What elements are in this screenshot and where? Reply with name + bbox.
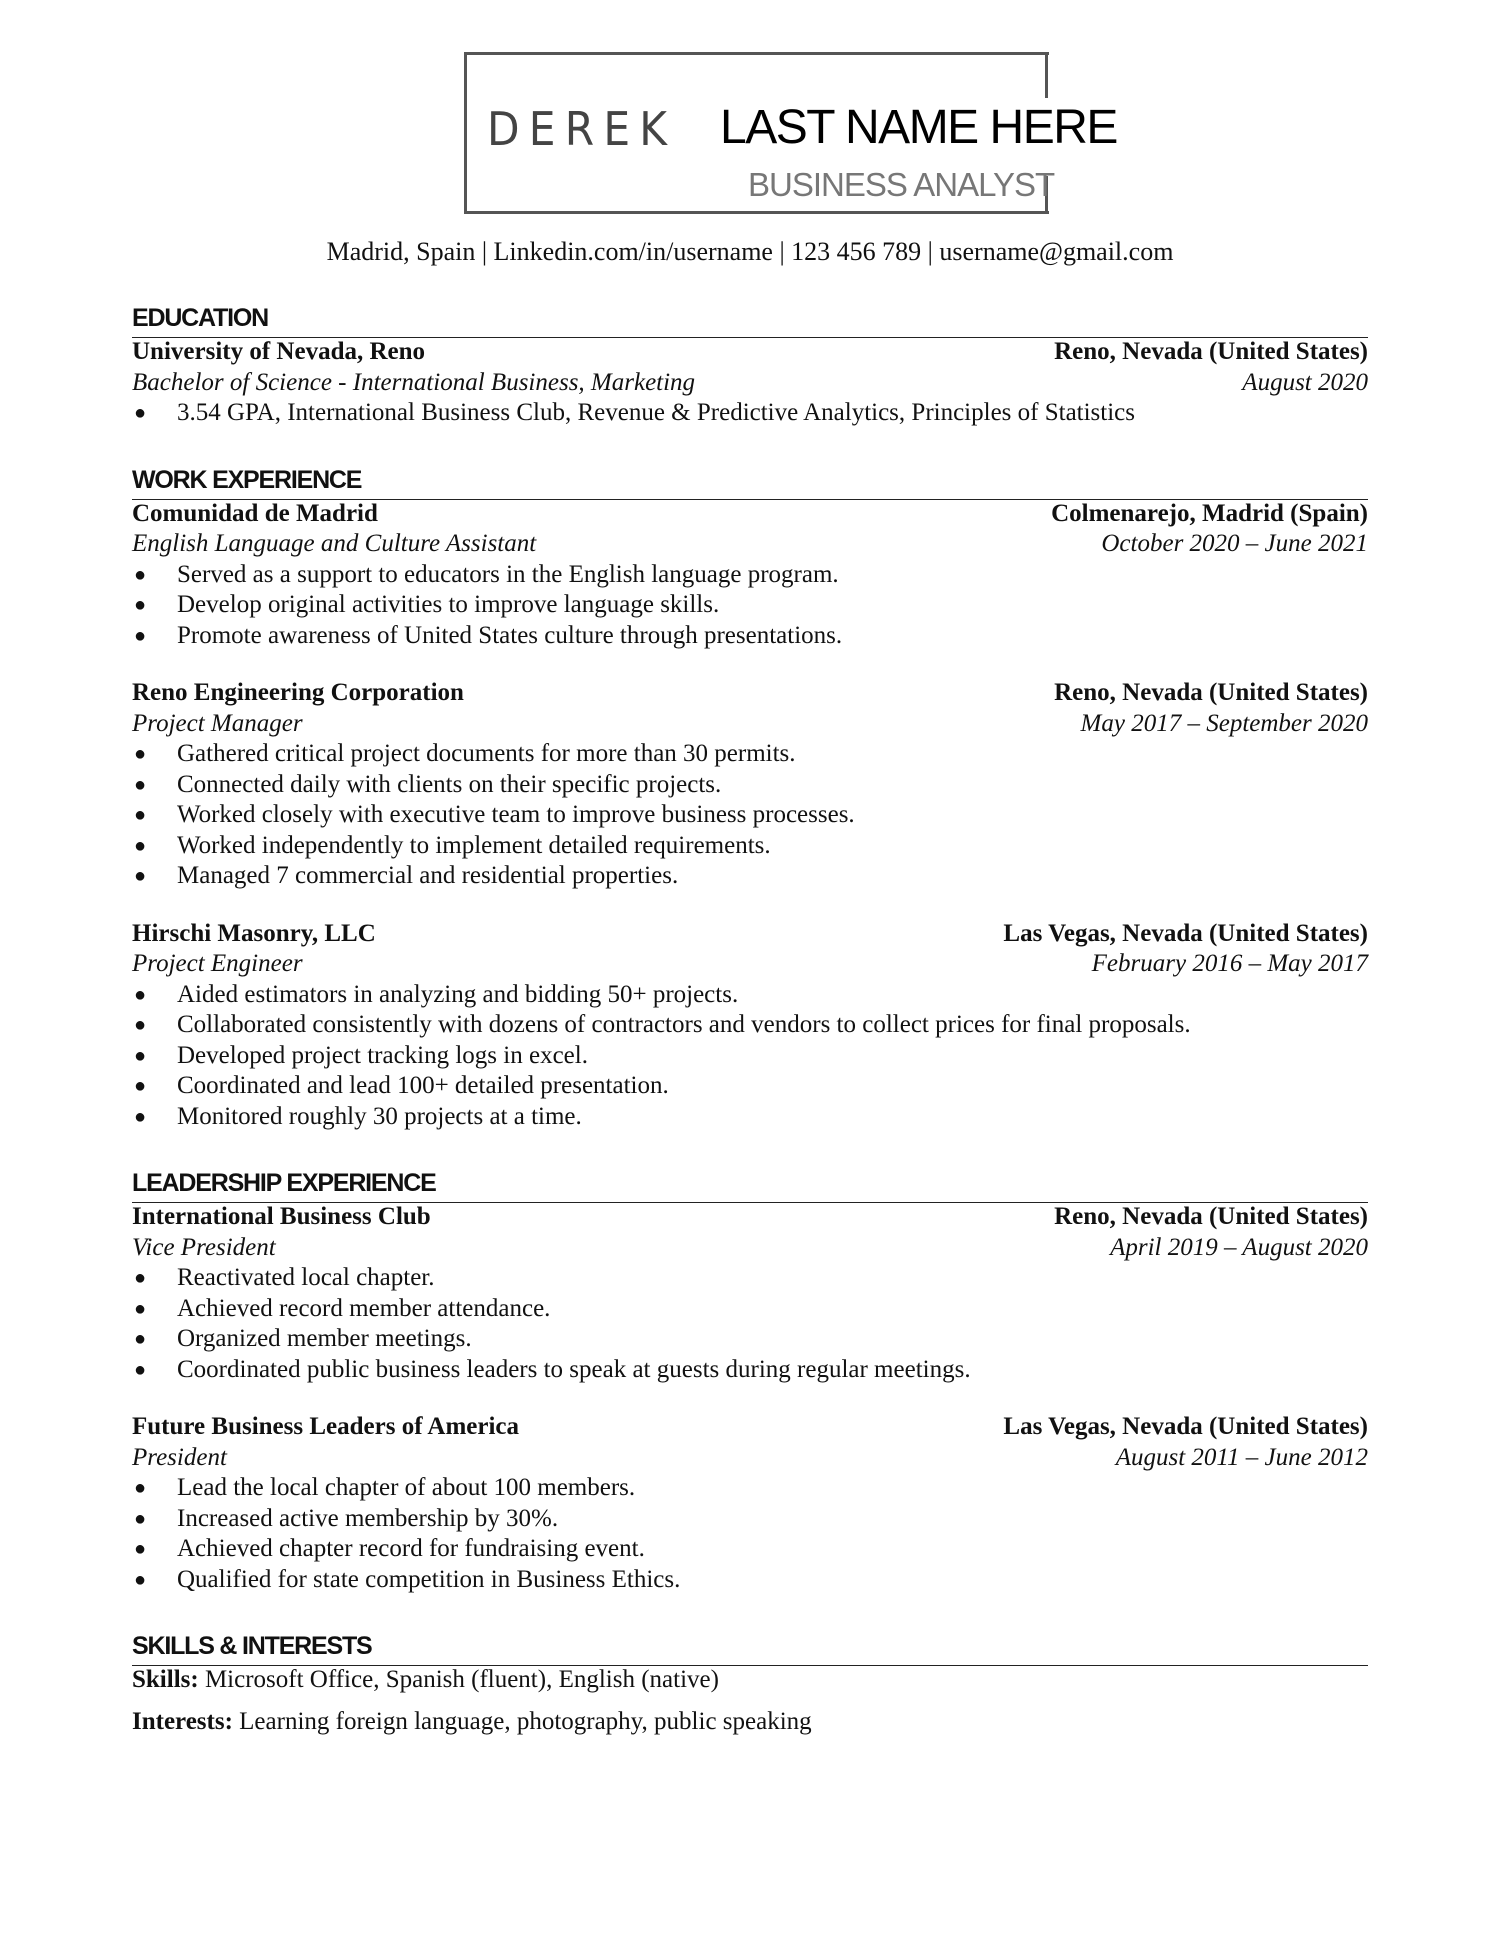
list-item xyxy=(132,1263,1368,1294)
bullet-text: Develop original activities to improve language skills. xyxy=(177,591,720,618)
bullet-icon: ● xyxy=(134,804,147,826)
bullet-icon: ● xyxy=(134,1044,147,1067)
section-heading: LEADERSHIP EXPERIENCE xyxy=(132,1169,1368,1203)
role: Bachelor of Science - International Business, Marketing xyxy=(132,368,696,396)
entry xyxy=(132,337,1368,429)
organization: Reno Engineering Corporation xyxy=(132,679,464,706)
entry xyxy=(132,919,1368,1133)
bullet-icon: ● xyxy=(134,1105,147,1128)
entry xyxy=(132,678,1368,892)
entry-subheader xyxy=(132,1443,1368,1474)
bullet-icon: ● xyxy=(134,1358,147,1381)
bullet-icon: ● xyxy=(134,594,147,616)
list-item xyxy=(132,398,1368,429)
entry-header xyxy=(132,1202,1368,1233)
role: Project Manager xyxy=(132,709,303,737)
dates: August 2011 – June 2012 xyxy=(1115,1443,1368,1471)
bullet-text: Reactivated local chapter. xyxy=(177,1264,435,1291)
location: Reno, Nevada (United States) xyxy=(1054,338,1368,365)
bullet-text: 3.54 GPA, International Business Club, Revenue & Predictive Analytics, Principles of Statistics xyxy=(177,399,1136,426)
bullet-icon: ● xyxy=(134,1568,147,1591)
list-item xyxy=(132,1473,1368,1504)
list-item xyxy=(132,560,1368,591)
bullet-icon: ● xyxy=(134,563,147,586)
entry xyxy=(132,499,1368,652)
bullet-icon: ● xyxy=(134,983,147,1006)
entry xyxy=(132,1412,1368,1595)
skills-label: Skills: xyxy=(132,1666,199,1693)
bullet-text: Increased active membership by 30%. xyxy=(177,1504,559,1532)
location: Reno, Nevada (United States) xyxy=(1054,1203,1368,1230)
first-name: DEREK xyxy=(487,102,677,156)
entry-subheader xyxy=(132,949,1368,980)
bullet-text: Worked closely with executive team to improve business processes. xyxy=(177,801,855,828)
bullet-icon: ● xyxy=(134,624,147,647)
list-item xyxy=(132,621,1368,652)
bullet-icon: ● xyxy=(134,1014,147,1036)
dates: May 2017 – September 2020 xyxy=(1080,709,1368,737)
bullet-list xyxy=(132,1263,1368,1385)
bullet-list xyxy=(132,980,1368,1133)
location: Las Vegas, Nevada (United States) xyxy=(1003,919,1368,947)
list-item xyxy=(132,1010,1368,1041)
entry-header xyxy=(132,919,1368,950)
list-item xyxy=(132,1071,1368,1102)
list-item xyxy=(132,590,1368,621)
bullet-list xyxy=(132,560,1368,652)
list-item xyxy=(132,1102,1368,1133)
bullet-icon: ● xyxy=(134,1267,147,1289)
bullet-icon: ● xyxy=(134,773,147,796)
bullet-icon: ● xyxy=(134,743,147,765)
entry-subheader xyxy=(132,368,1368,399)
location: Reno, Nevada (United States) xyxy=(1054,679,1368,706)
list-item xyxy=(132,1324,1368,1355)
role: Project Engineer xyxy=(132,950,303,977)
entry-subheader xyxy=(132,709,1368,740)
interests-line xyxy=(132,1707,1368,1738)
list-item xyxy=(132,1565,1368,1596)
bullet-list xyxy=(132,398,1368,429)
bullet-icon: ● xyxy=(134,1538,147,1560)
bullet-text: Managed 7 commercial and residential properties. xyxy=(177,862,679,889)
bullet-text: Organized member meetings. xyxy=(177,1325,472,1352)
entry-header xyxy=(132,1412,1368,1443)
bullet-icon: ● xyxy=(134,834,147,857)
bullet-text: Coordinated and lead 100+ detailed presentation. xyxy=(177,1072,669,1099)
bullet-icon: ● xyxy=(134,1297,147,1320)
list-item xyxy=(132,770,1368,801)
list-item xyxy=(132,980,1368,1011)
organization: Hirschi Masonry, LLC xyxy=(132,919,376,947)
bullet-text: Coordinated public business leaders to speak at guests during regular meetings. xyxy=(177,1355,971,1383)
section-heading: SKILLS & INTERESTS xyxy=(132,1632,1368,1666)
bullet-text: Worked independently to implement detailed requirements. xyxy=(177,831,771,859)
bullet-text: Promote awareness of United States culture through presentations. xyxy=(177,621,843,649)
last-name: LAST NAME HERE xyxy=(720,101,1117,154)
skills-block xyxy=(132,1665,1368,1737)
bullet-text: Qualified for state competition in Business Ethics. xyxy=(177,1565,681,1593)
entry xyxy=(132,1202,1368,1385)
interests-value: Learning foreign language, photography, public speaking xyxy=(232,1707,812,1735)
bullet-text: Achieved record member attendance. xyxy=(177,1294,551,1322)
list-item xyxy=(132,831,1368,862)
skills-line xyxy=(132,1665,1368,1696)
bullet-icon: ● xyxy=(134,1328,147,1350)
header-frame-edge xyxy=(1045,52,1048,98)
bullet-list xyxy=(132,739,1368,892)
bullet-text: Achieved chapter record for fundraising event. xyxy=(177,1535,645,1562)
organization: International Business Club xyxy=(132,1203,431,1230)
job-title: BUSINESS ANALYST xyxy=(748,166,1055,203)
list-item xyxy=(132,1504,1368,1535)
dates: February 2016 – May 2017 xyxy=(1091,950,1368,977)
skills-value: Microsoft Office, Spanish (fluent), English (native) xyxy=(198,1666,719,1693)
entry-header xyxy=(132,678,1368,709)
role: President xyxy=(132,1443,227,1471)
bullet-text: Aided estimators in analyzing and bidding 50+ projects. xyxy=(177,980,739,1008)
bullet-text: Monitored roughly 30 projects at a time. xyxy=(177,1102,582,1130)
organization: Future Business Leaders of America xyxy=(132,1413,520,1440)
contact-line: Madrid, Spain | Linkedin.com/in/username | 123 456 789 | username@gmail.com xyxy=(326,237,1174,266)
bullet-text: Lead the local chapter of about 100 members. xyxy=(177,1474,636,1501)
role: Vice President xyxy=(132,1233,276,1261)
bullet-text: Gathered critical project documents for more than 30 permits. xyxy=(177,740,796,767)
resume-body xyxy=(132,300,1368,1748)
list-item xyxy=(132,1534,1368,1565)
bullet-text: Developed project tracking logs in excel. xyxy=(177,1041,588,1069)
bullet-text: Collaborated consistently with dozens of contractors and vendors to collect prices for final proposals. xyxy=(177,1011,1191,1038)
list-item xyxy=(132,800,1368,831)
dates: April 2019 – August 2020 xyxy=(1110,1233,1368,1261)
bullet-icon: ● xyxy=(134,402,147,424)
list-item xyxy=(132,1041,1368,1072)
role: English Language and Culture Assistant xyxy=(132,530,537,557)
organization: Comunidad de Madrid xyxy=(132,499,378,527)
entry-header xyxy=(132,337,1368,368)
section-heading: WORK EXPERIENCE xyxy=(132,466,1368,500)
dates: October 2020 – June 2021 xyxy=(1101,530,1368,557)
entry-header xyxy=(132,499,1368,530)
bullet-list xyxy=(132,1473,1368,1595)
list-item xyxy=(132,1355,1368,1386)
location: Colmenarejo, Madrid (Spain) xyxy=(1051,499,1368,527)
bullet-icon: ● xyxy=(134,1477,147,1499)
entry-subheader xyxy=(132,1233,1368,1264)
organization: University of Nevada, Reno xyxy=(132,338,426,365)
bullet-icon: ● xyxy=(134,865,147,887)
entry-subheader xyxy=(132,529,1368,560)
interests-label: Interests: xyxy=(132,1707,233,1735)
bullet-icon: ● xyxy=(134,1507,147,1530)
list-item xyxy=(132,739,1368,770)
section-heading: EDUCATION xyxy=(132,304,1368,338)
dates: August 2020 xyxy=(1242,368,1368,396)
bullet-text: Connected daily with clients on their specific projects. xyxy=(177,770,722,798)
bullet-text: Served as a support to educators in the English language program. xyxy=(177,560,839,588)
list-item xyxy=(132,861,1368,892)
bullet-icon: ● xyxy=(134,1075,147,1097)
list-item xyxy=(132,1294,1368,1325)
location: Las Vegas, Nevada (United States) xyxy=(1003,1413,1368,1440)
